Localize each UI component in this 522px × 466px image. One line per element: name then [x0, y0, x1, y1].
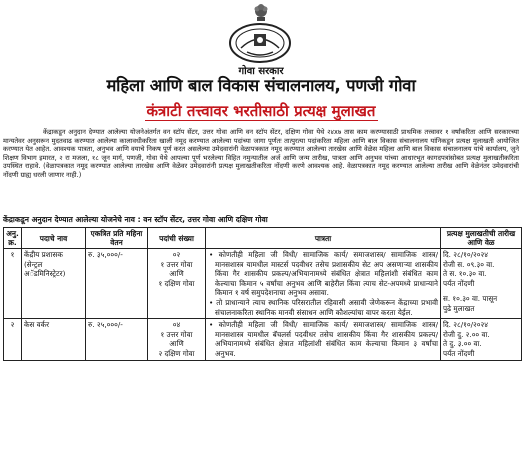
- header-post: पदाचे नाव: [22, 228, 86, 249]
- recruitment-table: [3, 227, 522, 361]
- row-eligibility: [206, 249, 441, 319]
- schedule-line: पर्यंत नोंदणी: [443, 348, 475, 358]
- government-label: गोवा सरकार: [238, 66, 284, 77]
- eligibility-point: • कोणतीही महिला जी विधी/ सामाजिक कार्य/ समाजशास्त्र/ सामाजिक शास्त्र/ मानसशास्त्र यामधील बॅचलर्स पदवीधर तसेच शासकीय किंवा गैर शासकीय प्रकल्प/अभियानामध्ये संबंधित क्षेत्रात महिलांशी संबंधित काम केल्याचा किमान ३ वर्षांचा अनुभव.: [209, 320, 438, 358]
- count-south: १ दक्षिण गोवा: [158, 278, 195, 288]
- count-north: १ उत्तर गोवा: [160, 329, 193, 339]
- row-post: केस वर्कर: [22, 319, 86, 360]
- eligibility-point: • तो प्राधान्याने त्याच स्थानिक परिसरातील रहिवासी असावी जेणेकरून केंद्राच्या प्रभावी संचालनाकरिता स्थानिक मानवी संसाधन आणि कौशल्यांचा वापर करता येईल.: [209, 297, 438, 317]
- count-and: आणि: [169, 269, 184, 279]
- eligibility-point: • कोणतीही महिला जी विधी/ सामाजिक कार्य/ समाजशास्त्र/ सामाजिक शास्त्र/ मानसशास्त्र यामधील मास्टर्स पदवीधर तसेच प्रशासकीय सेट अप असणाऱ्या शासकीय किंवा गैर शासकीय प्रकल्प/अभियानामध्ये संबंधित क्षेत्रात महिलांशी संबंधित काम केल्याचा किमान ५ वर्षांचा अनुभव आणि बाहेरील किंवा त्याच सेट-अपमध्ये प्राधान्याने किमान १ वर्ष समुपदेशनाचा अनुभव असावा.: [209, 250, 438, 298]
- row-sr: १: [4, 249, 22, 319]
- row-sr: २: [4, 319, 22, 360]
- schedule-line: स. १०.३० वा. पासून: [443, 294, 498, 304]
- row-post: केंद्रीय प्रशासक (सेन्ट्रल अॅडमिनिस्ट्रेटर): [22, 249, 86, 319]
- department-title: महिला आणि बाल विकास संचालनालय, पणजी गोवा: [106, 76, 416, 95]
- count-north: १ उत्तर गोवा: [160, 259, 193, 269]
- header-schedule: प्रत्यक्ष मुलाखतीची तारीख आणि वेळ: [441, 228, 522, 249]
- count-total: ०४: [172, 320, 181, 330]
- row-schedule: [441, 319, 522, 360]
- row-count: [148, 249, 206, 319]
- table-row: [4, 319, 522, 360]
- notice-subtitle: [0, 101, 522, 121]
- table-header-row: [4, 228, 522, 249]
- table-row: [4, 249, 522, 319]
- header-sr: अनु. क्र.: [4, 228, 22, 249]
- schedule-line: पर्यंत नोंदणी: [443, 278, 475, 288]
- row-eligibility: [206, 319, 441, 360]
- schedule-line: रोजी स. ०९.३० वा.: [443, 259, 495, 269]
- schedule-line: ते स. १०.३० वा.: [443, 269, 487, 279]
- scheme-title: केंद्राकडून अनुदान देण्यात आलेल्या योजनेचे नाव : वन स्टॉप सेंटर, उत्तर गोवा आणि दक्षिण गोवा: [3, 215, 268, 224]
- row-salary: रु. २५,०००/-: [86, 319, 148, 360]
- schedule-line: पुढे मुलाखत: [443, 303, 475, 313]
- schedule-line: ते दु. ३.०० वा.: [443, 339, 482, 349]
- header-count: पदांची संख्या: [148, 228, 206, 249]
- count-south: २ दक्षिण गोवा: [158, 348, 195, 358]
- ashoka-emblem-icon: [248, 2, 274, 22]
- notice-subtitle-text: कंत्राटी तत्त्वावर भरतीसाठी प्रत्यक्ष मुलाखत: [146, 102, 376, 120]
- schedule-line: दि. २८/१०/२०२४: [443, 320, 488, 330]
- goa-government-seal-icon: [227, 22, 293, 64]
- header-salary: एकत्रित प्रति महिना वेतन: [86, 228, 148, 249]
- count-total: ०२: [172, 250, 181, 259]
- header-eligibility: पात्रता: [206, 228, 441, 249]
- schedule-line: दि. २८/१०/२०२४: [443, 250, 488, 259]
- row-salary: रु. ३५,०००/-: [86, 249, 148, 319]
- row-schedule: [441, 249, 522, 319]
- count-and: आणि: [169, 339, 184, 349]
- schedule-line: रोजी दु. २.०० वा.: [443, 329, 490, 339]
- intro-paragraph: केंद्राकडून अनुदान देण्यात आलेल्या योजनेअंतर्गत वन स्टॉप सेंटर, उत्तर गोवा आणि वन स्टॉप सेंटर, दक्षिण गोवा येथे २४x७ तास काम करण्यासाठी प्राथमिक तत्त्वावर १ वर्षांकरिता आणि सरकारच्या मान्यतेवर अनुसरून मुदतवाढ करण्यात आलेल्या कालावधीकरिता खाली नमूद करण्यात आलेल्या पदांच्या जागा पूर्णतः तात्पुरत्या पदांकरिता महिला आणि बाल विकास संचालनालय यांनिकडून प्रत्यक्ष मुलाखती आयोजित करण्यात येत आहेत. आवश्यक पात्रता, अनुभव आणि वयाचे निकष पूर्ण करत असलेल्या उमेदवारांनी वेळापत्रकात नमूद करण्यात आलेल्या तारखेस आणि वेळेस महिला आणि बाल विकास संचालनालय यांचे कार्यालय, जुने शिक्षण विभाग इमारत, २ रा मजला, १८ जून मार्ग, पणजी, गोवा येथे आपल्या पूर्ण भरलेल्या विहित नमुन्यातील अर्ज आणि जन्म तारीख, पात्रता आणि अनुभव यांच्या आधारभूत कागदपत्रांसोबत प्रत्यक्ष मुलाखतीकरिता उपस्थित राहावे. (वेळापत्रकात नमूद करण्यात आलेल्या तारखेस आणि वेळेवर उमेदवारांनी प्रत्यक्ष मुलाखतीकरिता नोंदणी करणे आवश्यक आहे. वेळापत्रकात नमूद करण्यात आलेल्या तारीख आणि वेळेनंतर उमेदवारांची नोंदणी ग्राह्य धरली जाणार नाही.): [3, 128, 519, 179]
- row-count: [148, 319, 206, 360]
